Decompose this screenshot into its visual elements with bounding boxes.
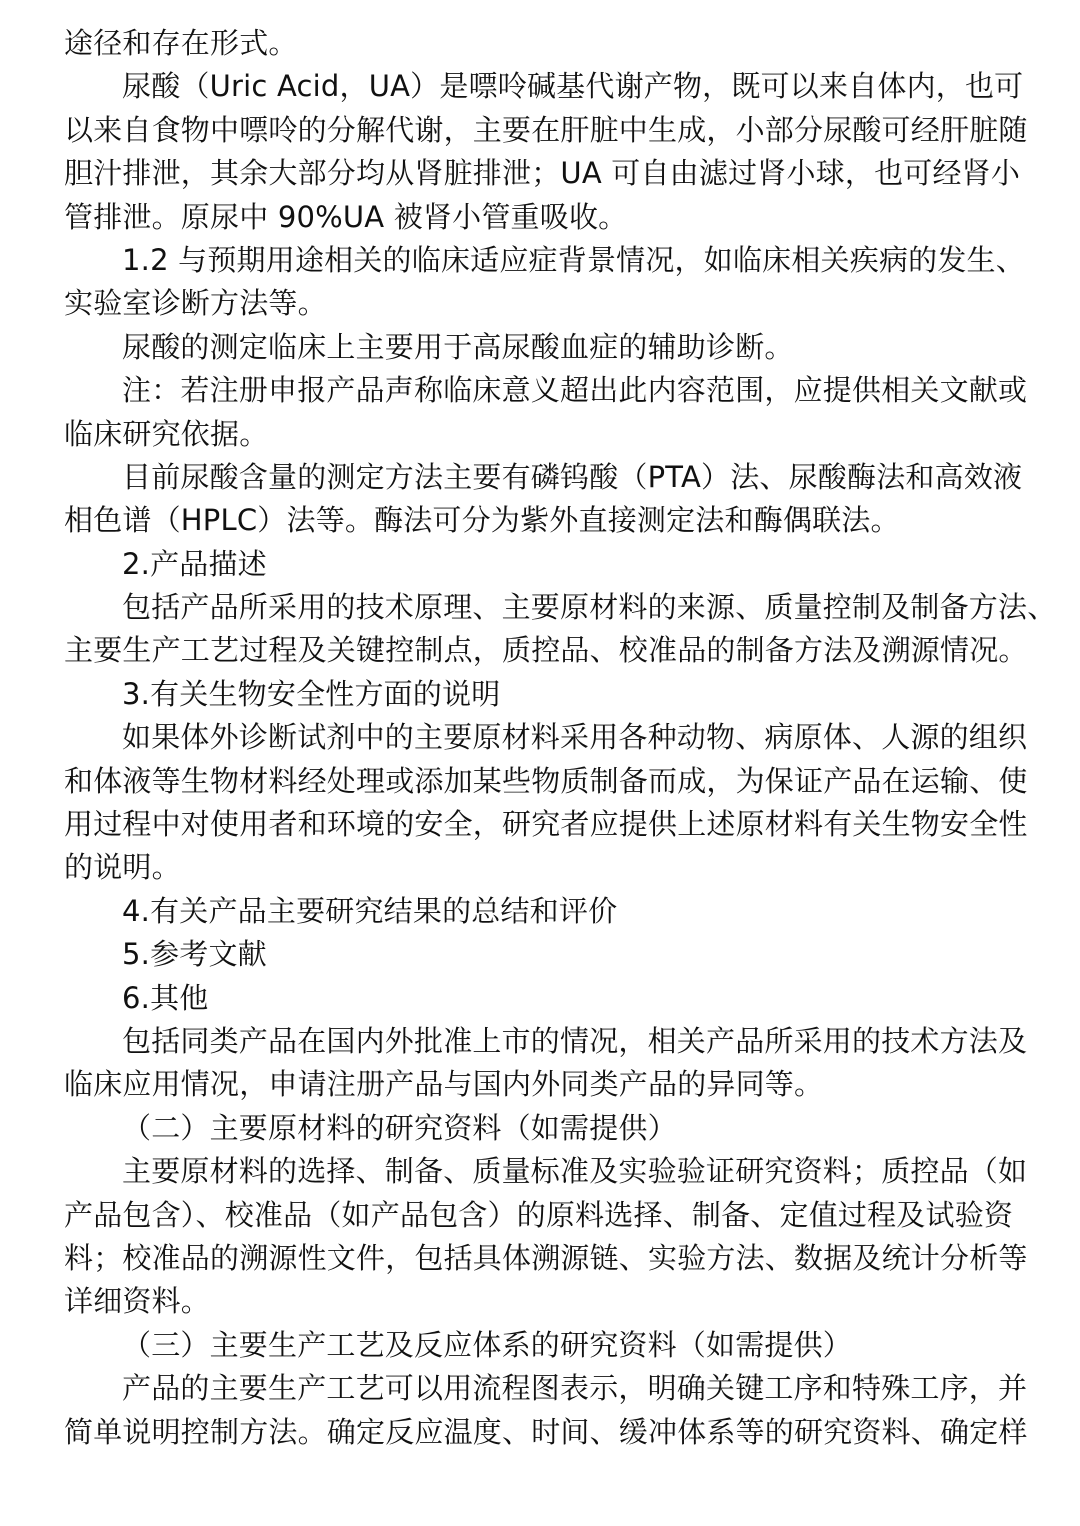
document-line: 简单说明控制方法。确定反应温度、时间、缓冲体系等的研究资料、确定样 xyxy=(64,1414,1028,1449)
document-line: 1.2 与预期用途相关的临床适应症背景情况，如临床相关疾病的发生、 xyxy=(122,242,1025,277)
document-line: 尿酸的测定临床上主要用于高尿酸血症的辅助诊断。 xyxy=(122,329,794,364)
document-line: 胆汁排泄，其余大部分均从肾脏排泄；UA 可自由滤过肾小球，也可经肾小 xyxy=(64,156,1021,191)
document-line: 详细资料。 xyxy=(64,1284,211,1319)
document-line: 用过程中对使用者和环境的安全，研究者应提供上述原材料有关生物安全性 xyxy=(64,807,1028,842)
document-line: 3.有关生物安全性方面的说明 xyxy=(122,676,501,711)
document-line: 临床应用情况，申请注册产品与国内外同类产品的异同等。 xyxy=(64,1067,824,1102)
document-line: 产品的主要生产工艺可以用流程图表示，明确关键工序和特殊工序，并 xyxy=(122,1371,1028,1406)
document-line: 和体液等生物材料经处理或添加某些物质制备而成，为保证产品在运输、使 xyxy=(64,763,1028,798)
document-line: 主要生产工艺过程及关键控制点，质控品、校准品的制备方法及溯源情况。 xyxy=(64,633,1028,668)
document-line: 6.其他 xyxy=(122,980,209,1015)
document-line: 的说明。 xyxy=(64,850,181,885)
document-line: 管排泄。原尿中 90%UA 被肾小管重吸收。 xyxy=(64,199,628,234)
document-line: 注：若注册申报产品声称临床意义超出此内容范围，应提供相关文献或 xyxy=(122,373,1028,408)
document-line: （二）主要原材料的研究资料（如需提供） xyxy=(122,1110,677,1145)
document-line: 包括同类产品在国内外批准上市的情况，相关产品所采用的技术方法及 xyxy=(122,1023,1028,1058)
document-line: 产品包含）、校准品（如产品包含）的原料选择、制备、定值过程及试验资 xyxy=(64,1197,1014,1232)
document-line: 尿酸（Uric Acid，UA）是嘌呤碱基代谢产物，既可以来自体内，也可 xyxy=(122,69,1024,104)
document-body xyxy=(64,22,1057,1454)
document-line: 相色谱（HPLC）法等。酶法可分为紫外直接测定法和酶偶联法。 xyxy=(64,503,900,538)
document-line: 途径和存在形式。 xyxy=(64,26,298,60)
document-line: 如果体外诊断试剂中的主要原材料采用各种动物、病原体、人源的组织 xyxy=(122,720,1028,755)
document-line: 目前尿酸含量的测定方法主要有磷钨酸（PTA）法、尿酸酶法和高效液 xyxy=(122,459,1023,494)
document-line: 料；校准品的溯源性文件，包括具体溯源链、实验方法、数据及统计分析等 xyxy=(64,1240,1028,1275)
document-line: 临床研究依据。 xyxy=(64,416,269,451)
document-line: 包括产品所采用的技术原理、主要原材料的来源、质量控制及制备方法、 xyxy=(122,590,1057,625)
document-line: 以来自食物中嘌呤的分解代谢，主要在肝脏中生成，小部分尿酸可经肝脏随 xyxy=(64,112,1028,147)
document-line: 实验室诊断方法等。 xyxy=(64,286,327,321)
document-line: 5.参考文献 xyxy=(122,937,267,972)
document-line: 4.有关产品主要研究结果的总结和评价 xyxy=(122,893,618,928)
document-line: （三）主要生产工艺及反应体系的研究资料（如需提供） xyxy=(122,1327,853,1362)
document-line: 2.产品描述 xyxy=(122,546,267,581)
document-line: 主要原材料的选择、制备、质量标准及实验验证研究资料；质控品（如 xyxy=(122,1154,1028,1189)
